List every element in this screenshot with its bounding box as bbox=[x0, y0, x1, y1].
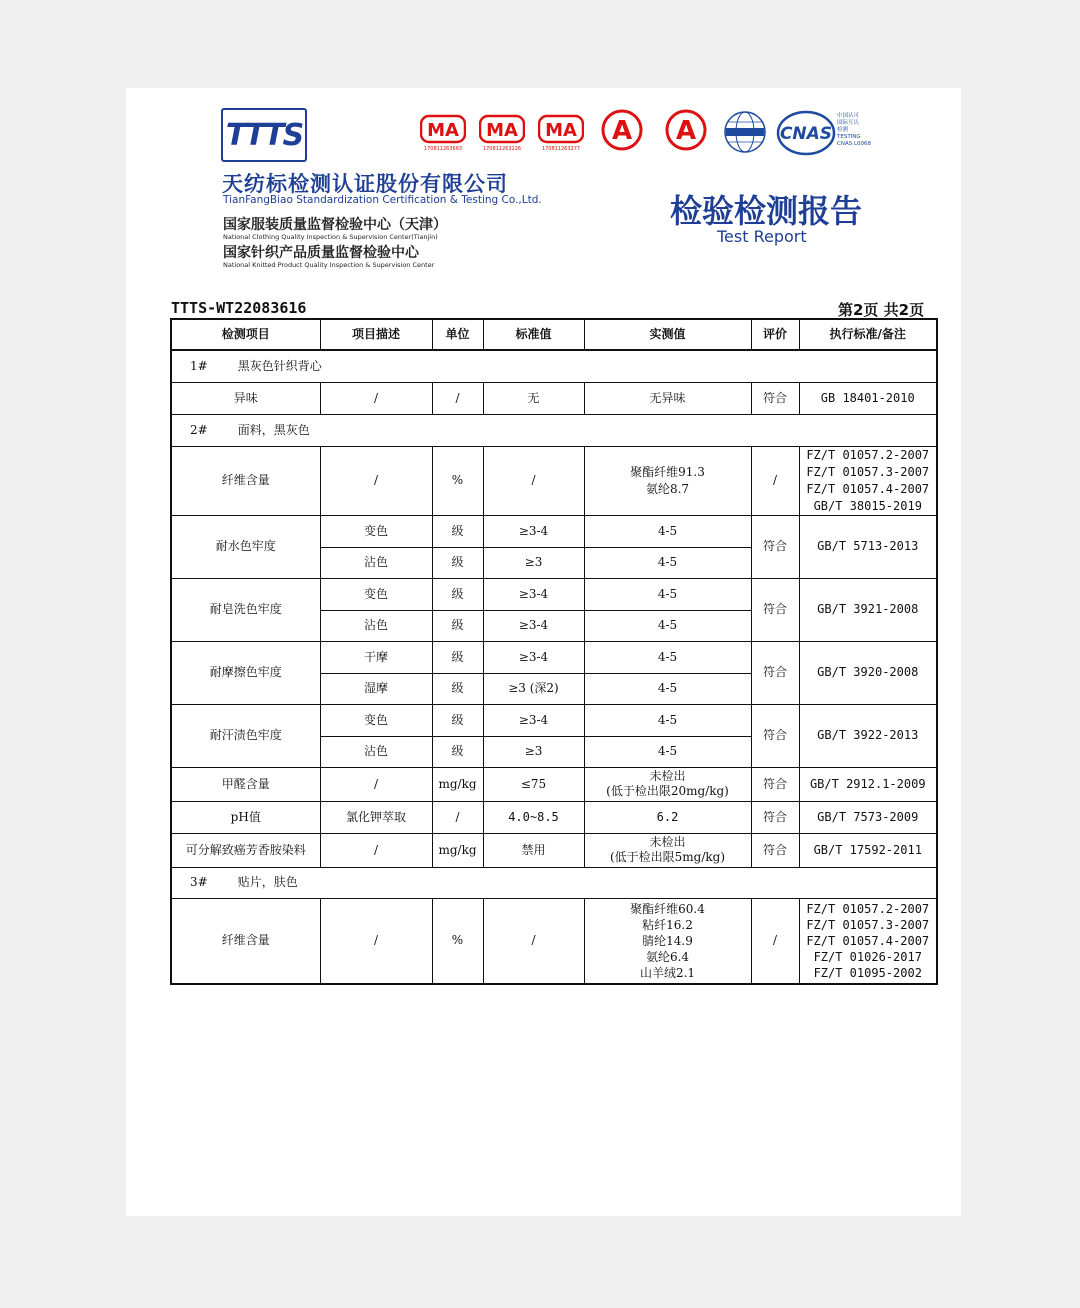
eval-cell: 符合 bbox=[751, 801, 799, 833]
measured-cell bbox=[584, 446, 751, 515]
std-cell: ≤75 bbox=[483, 767, 584, 801]
header-cell: 单位 bbox=[432, 319, 483, 350]
report-title-cn: 检验检测报告 bbox=[670, 192, 863, 230]
item-cell: pH值 bbox=[171, 801, 320, 833]
desc-cell: 沾色 bbox=[320, 610, 432, 641]
std-cell: ≥3 (深2) bbox=[483, 673, 584, 704]
svg-text:MA: MA bbox=[486, 120, 518, 141]
measured-cell: 6.2 bbox=[584, 801, 751, 833]
center1-name-en: National Clothing Quality Inspection & Supervision Center(Tianjin) bbox=[223, 233, 438, 241]
sample-row bbox=[171, 350, 937, 382]
svg-text:A: A bbox=[675, 116, 697, 146]
table-row bbox=[171, 833, 937, 867]
item-cell: 耐摩擦色牢度 bbox=[171, 641, 320, 704]
standard-cell: GB/T 3921-2008 bbox=[799, 578, 937, 641]
item-cell: 异味 bbox=[171, 382, 320, 414]
unit-cell: 级 bbox=[432, 610, 483, 641]
table-row bbox=[171, 578, 937, 610]
desc-cell: / bbox=[320, 446, 432, 515]
unit-cell: 级 bbox=[432, 736, 483, 767]
header-cell: 项目描述 bbox=[320, 319, 432, 350]
measured-cell: 4-5 bbox=[584, 578, 751, 610]
report-number: TTTS-WT22083616 bbox=[171, 299, 307, 317]
eval-cell: / bbox=[751, 898, 799, 984]
item-cell: 耐皂洗色牢度 bbox=[171, 578, 320, 641]
center1-name-cn: 国家服装质量监督检验中心（天津） bbox=[223, 217, 447, 233]
header-cell: 评价 bbox=[751, 319, 799, 350]
std-cell: ≥3-4 bbox=[483, 578, 584, 610]
unit-cell: / bbox=[432, 382, 483, 414]
sample-number: 1# bbox=[190, 358, 208, 373]
sample-section bbox=[171, 867, 937, 898]
sample-label: 黑灰色针织背心 bbox=[237, 358, 322, 373]
cal-mark-icon bbox=[664, 108, 708, 152]
measured-line: 山羊绒2.1 bbox=[639, 965, 696, 980]
standard-cell: GB/T 3920-2008 bbox=[799, 641, 937, 704]
unit-cell: 级 bbox=[432, 641, 483, 673]
unit-cell: % bbox=[432, 898, 483, 984]
table-row bbox=[171, 446, 937, 515]
cma-code: 170811263226 bbox=[482, 146, 522, 152]
measured-cell: 4-5 bbox=[584, 610, 751, 641]
cal-mark-icon bbox=[600, 108, 644, 152]
unit-cell: 级 bbox=[432, 547, 483, 578]
item-cell: 耐水色牢度 bbox=[171, 515, 320, 578]
measured-cell: 4-5 bbox=[584, 704, 751, 736]
measured-line: 未检出 bbox=[649, 835, 686, 849]
standard-cell: GB/T 7573-2009 bbox=[799, 801, 937, 833]
standard-line: FZ/T 01057.4-2007 bbox=[806, 481, 930, 496]
eval-cell: / bbox=[751, 446, 799, 515]
measured-cell bbox=[584, 898, 751, 984]
unit-cell: 级 bbox=[432, 515, 483, 547]
measured-line: (低于检出限20mg/kg) bbox=[606, 784, 729, 798]
cma-code: 170811263663 bbox=[423, 146, 463, 152]
standard-line: FZ/T 01095-2002 bbox=[813, 965, 922, 980]
desc-cell: 氯化钾萃取 bbox=[320, 801, 432, 833]
header-cell: 标准值 bbox=[483, 319, 584, 350]
table-row bbox=[171, 382, 937, 414]
center2-name-en: National Knitted Product Quality Inspection & Supervision Center bbox=[223, 261, 435, 269]
desc-cell: / bbox=[320, 898, 432, 984]
std-cell: ≥3-4 bbox=[483, 641, 584, 673]
desc-cell: 变色 bbox=[320, 515, 432, 547]
standard-cell: GB/T 5713-2013 bbox=[799, 515, 937, 578]
standard-line: FZ/T 01057.2-2007 bbox=[806, 901, 930, 916]
item-cell: 可分解致癌芳香胺染料 bbox=[171, 833, 320, 867]
desc-cell: 变色 bbox=[320, 704, 432, 736]
table-row bbox=[171, 767, 937, 801]
unit-cell: 级 bbox=[432, 704, 483, 736]
cma-mark-icon bbox=[420, 114, 466, 144]
measured-line: 聚酯纤维91.3 bbox=[630, 464, 705, 479]
sample-section bbox=[171, 414, 937, 446]
svg-text:A: A bbox=[611, 116, 633, 146]
unit-cell: 级 bbox=[432, 673, 483, 704]
std-cell: 无 bbox=[483, 382, 584, 414]
std-cell: 4.0~8.5 bbox=[483, 801, 584, 833]
unit-cell: / bbox=[432, 801, 483, 833]
standard-line: FZ/T 01026-2017 bbox=[813, 949, 922, 964]
standard-line: FZ/T 01057.2-2007 bbox=[806, 447, 930, 462]
eval-cell: 符合 bbox=[751, 767, 799, 801]
desc-cell: / bbox=[320, 382, 432, 414]
sample-section bbox=[171, 350, 937, 382]
ilac-globe-icon bbox=[723, 110, 767, 154]
unit-cell: mg/kg bbox=[432, 767, 483, 801]
cma-code: 170811263277 bbox=[541, 146, 581, 152]
item-cell: 纤维含量 bbox=[171, 898, 320, 984]
table-row bbox=[171, 801, 937, 833]
measured-line: 氨纶6.4 bbox=[645, 949, 690, 964]
desc-cell: 沾色 bbox=[320, 547, 432, 578]
table-row bbox=[171, 898, 937, 984]
std-cell: 禁用 bbox=[483, 833, 584, 867]
header-cell: 检测项目 bbox=[171, 319, 320, 350]
sample-label: 贴片，肤色 bbox=[237, 875, 298, 889]
std-cell: / bbox=[483, 446, 584, 515]
eval-cell: 符合 bbox=[751, 578, 799, 641]
measured-cell bbox=[584, 767, 751, 801]
table-row bbox=[171, 704, 937, 736]
results-table bbox=[170, 318, 938, 985]
center2-name-cn: 国家针织产品质量监督检验中心 bbox=[223, 245, 419, 261]
standard-cell: GB/T 3922-2013 bbox=[799, 704, 937, 767]
desc-cell: / bbox=[320, 767, 432, 801]
eval-cell: 符合 bbox=[751, 515, 799, 578]
measured-line: 氨纶8.7 bbox=[645, 481, 690, 496]
desc-cell: 变色 bbox=[320, 578, 432, 610]
cma-mark-icon bbox=[479, 114, 525, 144]
company-logo: TTTS bbox=[221, 108, 307, 162]
measured-line: 粘纤16.2 bbox=[642, 917, 693, 932]
measured-cell bbox=[584, 833, 751, 867]
std-cell: ≥3 bbox=[483, 547, 584, 578]
sample-label: 面料，黑灰色 bbox=[237, 422, 310, 437]
standard-line: GB/T 38015-2019 bbox=[813, 498, 922, 513]
sample-number: 3# bbox=[190, 875, 208, 889]
sample-number: 2# bbox=[190, 422, 208, 437]
desc-cell: 干摩 bbox=[320, 641, 432, 673]
desc-cell: / bbox=[320, 833, 432, 867]
unit-cell: mg/kg bbox=[432, 833, 483, 867]
standard-cell bbox=[799, 898, 937, 984]
standard-cell: GB 18401-2010 bbox=[799, 382, 937, 414]
measured-line: (低于检出限5mg/kg) bbox=[609, 850, 726, 864]
standard-cell: GB/T 2912.1-2009 bbox=[799, 767, 937, 801]
desc-cell: 湿摩 bbox=[320, 673, 432, 704]
report-title-en: Test Report bbox=[717, 227, 807, 246]
item-cell: 耐汗渍色牢度 bbox=[171, 704, 320, 767]
svg-text:MA: MA bbox=[427, 120, 459, 141]
eval-cell: 符合 bbox=[751, 382, 799, 414]
standard-line: FZ/T 01057.3-2007 bbox=[806, 917, 930, 932]
std-cell: ≥3 bbox=[483, 736, 584, 767]
std-cell: ≥3-4 bbox=[483, 610, 584, 641]
eval-cell: 符合 bbox=[751, 641, 799, 704]
measured-cell: 无异味 bbox=[584, 382, 751, 414]
std-cell: ≥3-4 bbox=[483, 704, 584, 736]
standard-cell: GB/T 17592-2011 bbox=[799, 833, 937, 867]
header-cell: 执行标准/备注 bbox=[799, 319, 937, 350]
unit-cell: % bbox=[432, 446, 483, 515]
measured-cell: 4-5 bbox=[584, 547, 751, 578]
item-cell: 甲醛含量 bbox=[171, 767, 320, 801]
measured-cell: 4-5 bbox=[584, 515, 751, 547]
measured-line: 腈纶14.9 bbox=[642, 933, 693, 948]
standard-line: FZ/T 01057.4-2007 bbox=[806, 933, 930, 948]
header-cell: 实测值 bbox=[584, 319, 751, 350]
page-indicator: 第2页 共2页 bbox=[838, 301, 925, 319]
table-row bbox=[171, 515, 937, 547]
standard-line: FZ/T 01057.3-2007 bbox=[806, 464, 930, 479]
measured-cell: 4-5 bbox=[584, 736, 751, 767]
table-row bbox=[171, 641, 937, 673]
svg-text:MA: MA bbox=[545, 120, 577, 141]
eval-cell: 符合 bbox=[751, 833, 799, 867]
measured-cell: 4-5 bbox=[584, 673, 751, 704]
measured-line: 未检出 bbox=[649, 769, 686, 783]
measured-line: 聚酯纤维60.4 bbox=[630, 901, 705, 916]
unit-cell: 级 bbox=[432, 578, 483, 610]
desc-cell: 沾色 bbox=[320, 736, 432, 767]
measured-cell: 4-5 bbox=[584, 641, 751, 673]
table-header-row bbox=[171, 319, 937, 350]
standard-cell bbox=[799, 446, 937, 515]
eval-cell: 符合 bbox=[751, 704, 799, 767]
std-cell: ≥3-4 bbox=[483, 515, 584, 547]
sample-row bbox=[171, 414, 937, 446]
company-name-en: TianFangBiao Standardization Certification & Testing Co.,Ltd. bbox=[223, 194, 542, 206]
item-cell: 纤维含量 bbox=[171, 446, 320, 515]
cnas-mark-icon bbox=[776, 110, 836, 156]
company-name-cn: 天纺标检测认证股份有限公司 bbox=[222, 172, 508, 196]
cma-mark-icon bbox=[538, 114, 584, 144]
svg-text:CNAS: CNAS bbox=[779, 124, 833, 144]
sample-row bbox=[171, 867, 937, 898]
std-cell: / bbox=[483, 898, 584, 984]
cnas-side-text: 中国认可 国际互认 检测 TESTING CNAS L0068 bbox=[837, 113, 872, 147]
